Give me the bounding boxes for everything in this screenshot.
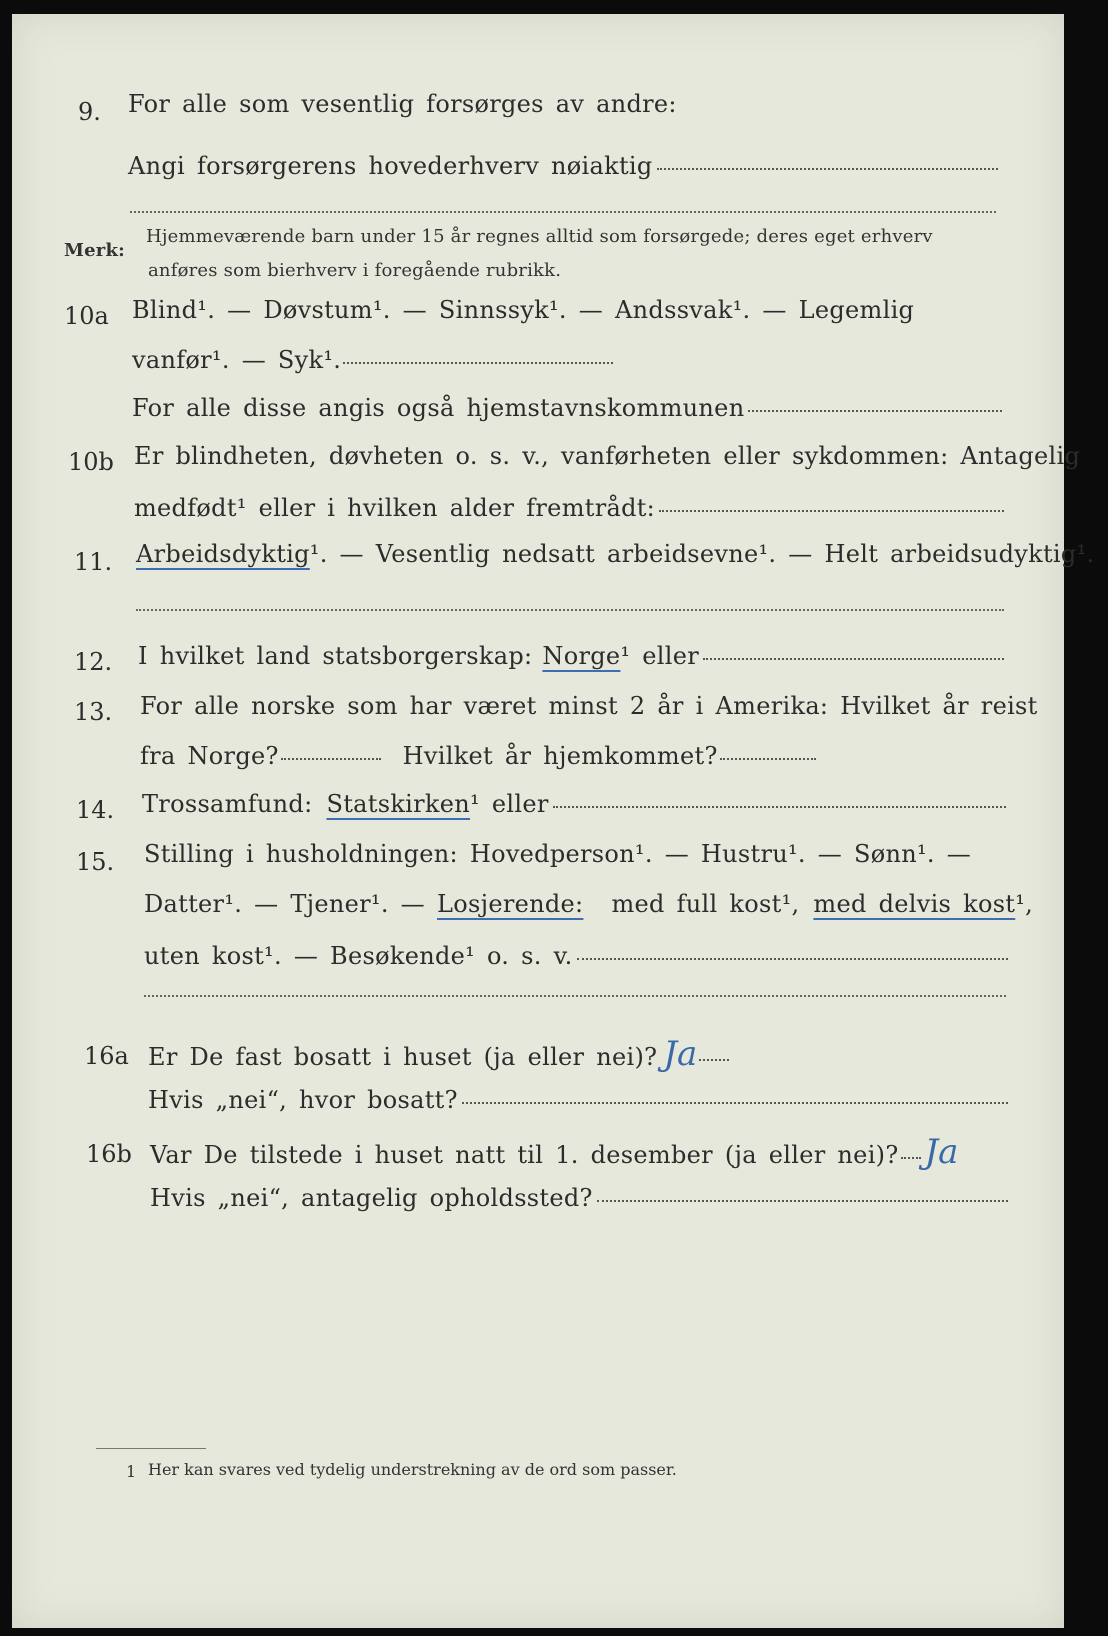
q13-reist-line	[281, 757, 381, 760]
q10a-syk-line	[343, 361, 613, 364]
q14-number: 14.	[76, 796, 115, 824]
q15-line2c: med full kost¹,	[611, 890, 800, 918]
q10a-kommune-line	[748, 409, 1002, 412]
q16a-bosatt-line	[462, 1101, 1008, 1104]
q11-rest: ¹. — Vesentlig nedsatt arbeidsevne¹. — Helt arbeidsudyktig¹.	[309, 540, 1095, 568]
q13-line2b: Hvilket år hjemkommet?	[402, 742, 718, 770]
q15-option-losjerende: Losjerende:	[437, 890, 584, 918]
merk-line1: Hjemmeværende barn under 15 år regnes alltid som forsørgede; deres eget erhverv	[146, 226, 933, 247]
q10b-number: 10b	[68, 448, 114, 476]
census-form-page	[12, 14, 1095, 1628]
q13-number: 13.	[74, 698, 113, 726]
q11-number: 11.	[74, 548, 113, 576]
q12-answer-line	[703, 657, 1004, 660]
q16b-answer-line	[901, 1156, 921, 1159]
q15-line2e: ¹,	[1015, 890, 1034, 918]
footnote-rule	[96, 1448, 206, 1449]
q14-suffix: ¹ eller	[470, 790, 549, 818]
merk-label: Merk:	[64, 240, 125, 261]
q15-line1: Stilling i husholdningen: Hovedperson¹. — Hustru¹. — Sønn¹. —	[144, 840, 972, 868]
q10b-answer-line	[659, 509, 1004, 512]
q10a-line2: vanfør¹. — Syk¹.	[132, 346, 342, 374]
q13-hjemkommet-line	[720, 757, 816, 760]
q14-option-statskirken: Statskirken	[326, 790, 471, 818]
q9-extra-line	[130, 210, 996, 213]
q16a-handwritten-answer: Ja	[663, 1034, 698, 1074]
q16b-line1: Var De tilstede i huset natt til 1. desember (ja eller nei)?	[150, 1141, 899, 1169]
footnote-marker: 1	[126, 1462, 137, 1481]
q12-option-norge: Norge	[542, 642, 621, 670]
q16a-number: 16a	[84, 1042, 129, 1070]
q14-prefix: Trossamfund:	[142, 790, 313, 818]
q13-line2a: fra Norge?	[140, 742, 279, 770]
q10a-line3: For alle disse angis også hjemstavnskommunen	[132, 394, 745, 422]
q15-line2a: Datter¹. — Tjener¹. —	[144, 890, 425, 918]
q16b-opholdssted-line	[597, 1199, 1008, 1202]
q15-option-med-delvis-kost: med delvis kost	[813, 890, 1016, 918]
q10b-line1: Er blindheten, døvheten o. s. v., vanførheten eller sykdommen: Antagelig	[134, 442, 1081, 470]
q16b-line2: Hvis „nei“, antagelig opholdssted?	[150, 1184, 593, 1212]
q16a-line2: Hvis „nei“, hvor bosatt?	[148, 1086, 458, 1114]
q9-answer-line	[657, 167, 998, 170]
q15-line3: uten kost¹. — Besøkende¹ o. s. v.	[144, 942, 573, 970]
q15-answer-line	[577, 957, 1008, 960]
q15-extra-line	[144, 994, 1006, 997]
q12-suffix: ¹ eller	[620, 642, 699, 670]
q10b-line2: medfødt¹ eller i hvilken alder fremtrådt:	[134, 494, 656, 522]
q15-number: 15.	[76, 848, 115, 876]
footnote-text: Her kan svares ved tydelig understrekning av de ord som passer.	[148, 1460, 677, 1479]
q10a-line1: Blind¹. — Døvstum¹. — Sinnssyk¹. — Andssvak¹. — Legemlig	[132, 296, 915, 324]
q12-number: 12.	[74, 648, 113, 676]
q9-line2: Angi forsørgerens hovederhverv nøiaktig	[128, 152, 653, 180]
q16a-line1: Er De fast bosatt i huset (ja eller nei)?	[148, 1043, 658, 1071]
q14-answer-line	[553, 805, 1006, 808]
q16b-number: 16b	[86, 1140, 132, 1168]
q9-number: 9.	[78, 98, 101, 126]
q10a-number: 10a	[64, 302, 109, 330]
q16b-handwritten-answer: Ja	[924, 1132, 959, 1172]
q12-prefix: I hvilket land statsborgerskap:	[138, 642, 533, 670]
merk-line2: anføres som bierhverv i foregående rubrikk.	[148, 260, 562, 281]
q11-answer-line	[136, 608, 1004, 611]
q11-option-arbeidsdyktig: Arbeidsdyktig	[136, 540, 310, 568]
q9-line1: For alle som vesentlig forsørges av andre:	[128, 90, 677, 118]
q16a-answer-line	[699, 1058, 729, 1061]
q13-line1: For alle norske som har været minst 2 år i Amerika: Hvilket år reist	[140, 692, 1038, 720]
